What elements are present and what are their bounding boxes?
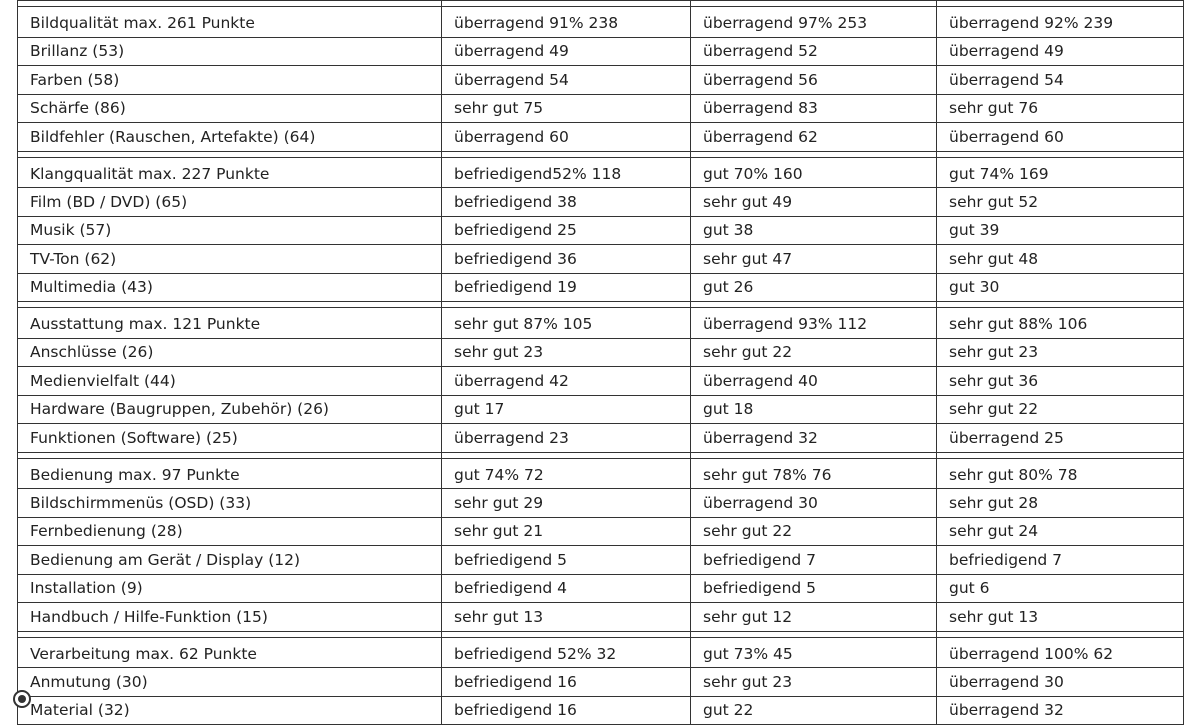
section-header-row xyxy=(18,157,1184,188)
section-header-row xyxy=(18,308,1184,339)
table-row xyxy=(18,188,1184,217)
rating-cell: gut 26 xyxy=(691,273,937,302)
rating-cell: überragend 52 xyxy=(691,37,937,66)
rating-cell: befriedigend 7 xyxy=(937,546,1184,575)
table-row xyxy=(18,517,1184,546)
criterion-cell: Anmutung (30) xyxy=(18,668,442,697)
rating-cell: sehr gut 21 xyxy=(442,517,691,546)
rating-cell: überragend 32 xyxy=(691,424,937,453)
rating-cell: überragend 30 xyxy=(691,489,937,518)
rating-cell: sehr gut 87% 105 xyxy=(442,308,691,339)
rating-cell: gut 39 xyxy=(937,216,1184,245)
rating-cell: gut 17 xyxy=(442,395,691,424)
rating-cell: überragend 83 xyxy=(691,94,937,123)
rating-cell: sehr gut 52 xyxy=(937,188,1184,217)
rating-cell: überragend 32 xyxy=(937,696,1184,725)
rating-cell: befriedigend 25 xyxy=(442,216,691,245)
rating-cell: sehr gut 29 xyxy=(442,489,691,518)
rating-cell: sehr gut 49 xyxy=(691,188,937,217)
rating-cell: sehr gut 12 xyxy=(691,603,937,632)
criterion-cell: Farben (58) xyxy=(18,66,442,95)
criterion-cell: Bedienung max. 97 Punkte xyxy=(18,458,442,489)
table-row xyxy=(18,245,1184,274)
rating-cell: überragend 23 xyxy=(442,424,691,453)
table-row xyxy=(18,574,1184,603)
rating-cell: sehr gut 28 xyxy=(937,489,1184,518)
rating-cell: sehr gut 80% 78 xyxy=(937,458,1184,489)
rating-cell: überragend 56 xyxy=(691,66,937,95)
rating-cell: gut 74% 169 xyxy=(937,157,1184,188)
rating-cell: sehr gut 22 xyxy=(691,517,937,546)
table-row xyxy=(18,696,1184,725)
rating-cell: überragend 40 xyxy=(691,367,937,396)
rating-cell: sehr gut 23 xyxy=(691,668,937,697)
rating-cell: überragend 100% 62 xyxy=(937,637,1184,668)
criterion-cell: Fernbedienung (28) xyxy=(18,517,442,546)
criterion-cell: Verarbeitung max. 62 Punkte xyxy=(18,637,442,668)
criterion-cell: Bildschirmmenüs (OSD) (33) xyxy=(18,489,442,518)
criterion-cell: Bedienung am Gerät / Display (12) xyxy=(18,546,442,575)
rating-cell: überragend 49 xyxy=(442,37,691,66)
rating-cell: sehr gut 23 xyxy=(442,338,691,367)
rating-cell: gut 22 xyxy=(691,696,937,725)
criterion-cell: Klangqualität max. 227 Punkte xyxy=(18,157,442,188)
table-row xyxy=(18,37,1184,66)
rating-cell: sehr gut 88% 106 xyxy=(937,308,1184,339)
rating-cell: sehr gut 48 xyxy=(937,245,1184,274)
rating-cell: sehr gut 36 xyxy=(937,367,1184,396)
rating-table-body xyxy=(18,1,1184,725)
rating-cell: gut 70% 160 xyxy=(691,157,937,188)
rating-cell: befriedigend 36 xyxy=(442,245,691,274)
rating-cell: gut 18 xyxy=(691,395,937,424)
rating-cell: überragend 97% 253 xyxy=(691,7,937,38)
rating-cell: befriedigend 5 xyxy=(691,574,937,603)
rating-cell: überragend 54 xyxy=(442,66,691,95)
criterion-cell: Film (BD / DVD) (65) xyxy=(18,188,442,217)
rating-cell: überragend 54 xyxy=(937,66,1184,95)
rating-cell: gut 30 xyxy=(937,273,1184,302)
criterion-cell: Installation (9) xyxy=(18,574,442,603)
table-row xyxy=(18,668,1184,697)
table-row xyxy=(18,66,1184,95)
criterion-cell: TV-Ton (62) xyxy=(18,245,442,274)
section-header-row xyxy=(18,637,1184,668)
table-row xyxy=(18,395,1184,424)
rating-cell: überragend 60 xyxy=(442,123,691,152)
rating-cell: überragend 92% 239 xyxy=(937,7,1184,38)
section-header-row xyxy=(18,458,1184,489)
table-row xyxy=(18,216,1184,245)
table-row xyxy=(18,546,1184,575)
criterion-cell: Material (32) xyxy=(18,696,442,725)
rating-cell: sehr gut 47 xyxy=(691,245,937,274)
rating-table xyxy=(17,0,1184,725)
rating-cell: sehr gut 78% 76 xyxy=(691,458,937,489)
criterion-cell: Brillanz (53) xyxy=(18,37,442,66)
rating-cell: befriedigend 16 xyxy=(442,668,691,697)
rating-cell: überragend 91% 238 xyxy=(442,7,691,38)
rating-cell: sehr gut 23 xyxy=(937,338,1184,367)
rating-cell: überragend 25 xyxy=(937,424,1184,453)
table-row xyxy=(18,424,1184,453)
rating-cell: befriedigend 19 xyxy=(442,273,691,302)
rating-cell: sehr gut 24 xyxy=(937,517,1184,546)
rating-cell: sehr gut 75 xyxy=(442,94,691,123)
criterion-cell: Medienvielfalt (44) xyxy=(18,367,442,396)
rating-cell: befriedigend 7 xyxy=(691,546,937,575)
rating-cell: befriedigend 5 xyxy=(442,546,691,575)
rating-cell: befriedigend 38 xyxy=(442,188,691,217)
table-row xyxy=(18,367,1184,396)
rating-cell: gut 73% 45 xyxy=(691,637,937,668)
table-row xyxy=(18,94,1184,123)
watermark-icon xyxy=(13,690,31,708)
rating-cell: sehr gut 76 xyxy=(937,94,1184,123)
criterion-cell: Multimedia (43) xyxy=(18,273,442,302)
section-header-row xyxy=(18,7,1184,38)
criterion-cell: Musik (57) xyxy=(18,216,442,245)
rating-cell: sehr gut 13 xyxy=(937,603,1184,632)
criterion-cell: Bildqualität max. 261 Punkte xyxy=(18,7,442,38)
table-row xyxy=(18,603,1184,632)
criterion-cell: Schärfe (86) xyxy=(18,94,442,123)
rating-cell: gut 74% 72 xyxy=(442,458,691,489)
rating-cell: gut 6 xyxy=(937,574,1184,603)
rating-cell: sehr gut 13 xyxy=(442,603,691,632)
rating-cell: überragend 62 xyxy=(691,123,937,152)
table-row xyxy=(18,489,1184,518)
rating-cell: gut 38 xyxy=(691,216,937,245)
table-row xyxy=(18,123,1184,152)
rating-cell: befriedigend 16 xyxy=(442,696,691,725)
rating-cell: überragend 93% 112 xyxy=(691,308,937,339)
rating-cell: befriedigend 52% 32 xyxy=(442,637,691,668)
criterion-cell: Funktionen (Software) (25) xyxy=(18,424,442,453)
rating-cell: befriedigend 4 xyxy=(442,574,691,603)
rating-cell: befriedigend52% 118 xyxy=(442,157,691,188)
criterion-cell: Handbuch / Hilfe-Funktion (15) xyxy=(18,603,442,632)
table-row xyxy=(18,273,1184,302)
rating-cell: überragend 42 xyxy=(442,367,691,396)
criterion-cell: Anschlüsse (26) xyxy=(18,338,442,367)
rating-cell: überragend 49 xyxy=(937,37,1184,66)
rating-cell: sehr gut 22 xyxy=(691,338,937,367)
rating-cell: überragend 60 xyxy=(937,123,1184,152)
rating-cell: sehr gut 22 xyxy=(937,395,1184,424)
criterion-cell: Ausstattung max. 121 Punkte xyxy=(18,308,442,339)
rating-cell: überragend 30 xyxy=(937,668,1184,697)
criterion-cell: Bildfehler (Rauschen, Artefakte) (64) xyxy=(18,123,442,152)
criterion-cell: Hardware (Baugruppen, Zubehör) (26) xyxy=(18,395,442,424)
table-row xyxy=(18,338,1184,367)
